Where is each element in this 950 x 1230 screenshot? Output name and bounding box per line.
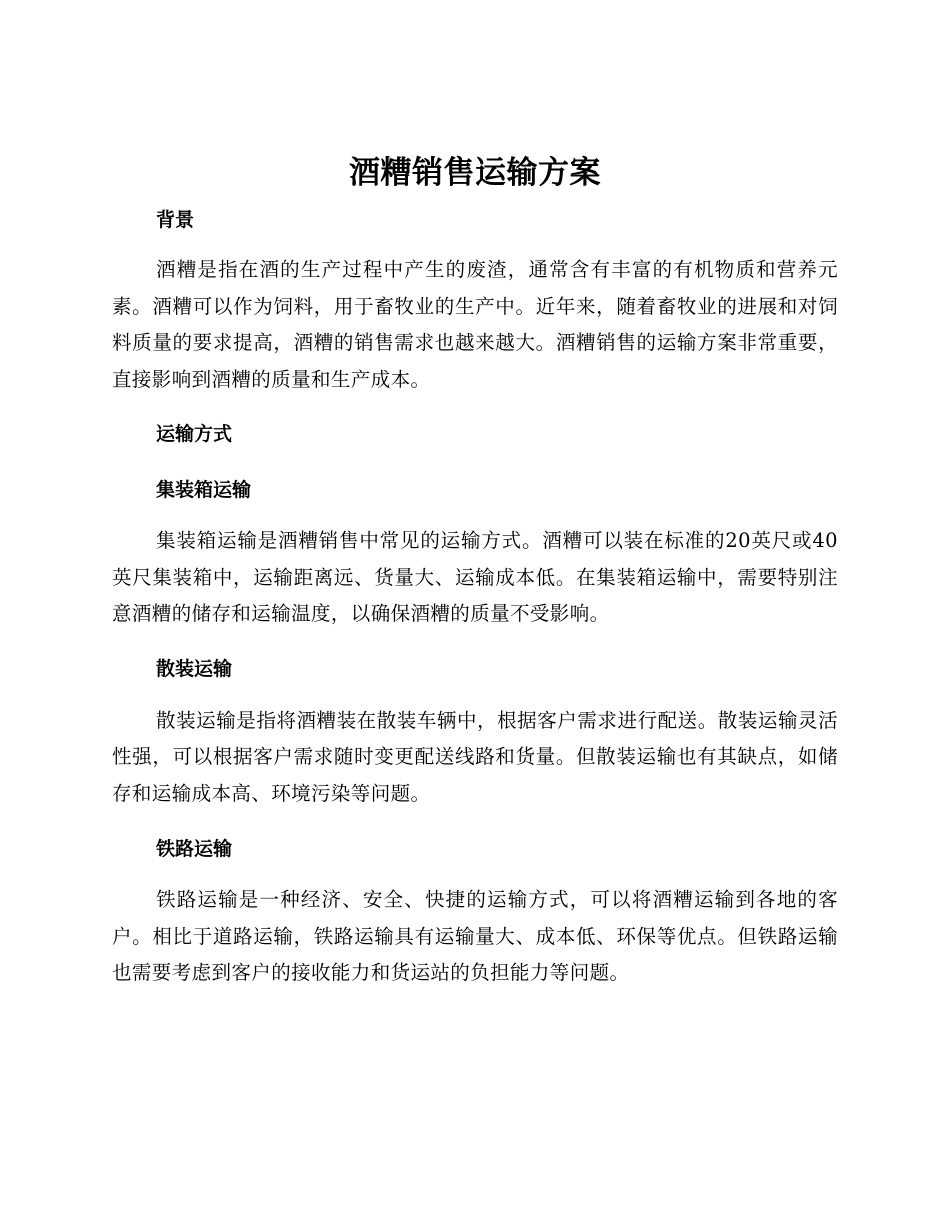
section-heading-transport-methods: 运输方式 — [156, 423, 233, 445]
section-body-container: 集装箱运输是酒糟销售中常见的运输方式。酒糟可以装在标准的20英尺或40英尺集装箱中，运输距离远、货量大、运输成本低。在集装箱运输中，需要特别注意酒糟的储存和运输温度，以确保酒糟的质量不受影响。 — [112, 529, 838, 625]
section-heading-railway: 铁路运输 — [156, 838, 233, 860]
document-page — [112, 150, 838, 992]
section-body-background: 酒糟是指在酒的生产过程中产生的废渣，通常含有丰富的有机物质和营养元素。酒糟可以作为饲料，用于畜牧业的生产中。近年来，随着畜牧业的进展和对饲料质量的要求提高，酒糟的销售需求也越来越大。酒糟销售的运输方案非常重要，直接影响到酒糟的质量和生产成本。 — [112, 258, 838, 391]
section-heading-container: 集装箱运输 — [156, 479, 252, 501]
document-title: 酒糟销售运输方案 — [349, 155, 601, 191]
section-heading-bulk: 散装运输 — [156, 657, 233, 680]
section-heading-background: 背景 — [156, 209, 195, 231]
section-body-bulk: 散装运输是指将酒糟装在散装车辆中，根据客户需求进行配送。散装运输灵活性强，可以根据客户需求随时变更配送线路和货量。但散装运输也有其缺点，如储存和运输成本高、环境污染等问题。 — [112, 708, 838, 805]
section-body-railway: 铁路运输是一种经济、安全、快捷的运输方式，可以将酒糟运输到各地的客户。相比于道路运输，铁路运输具有运输量大、成本低、环保等优点。但铁路运输也需要考虑到客户的接收能力和货运站的负担能力等问题。 — [112, 888, 838, 984]
